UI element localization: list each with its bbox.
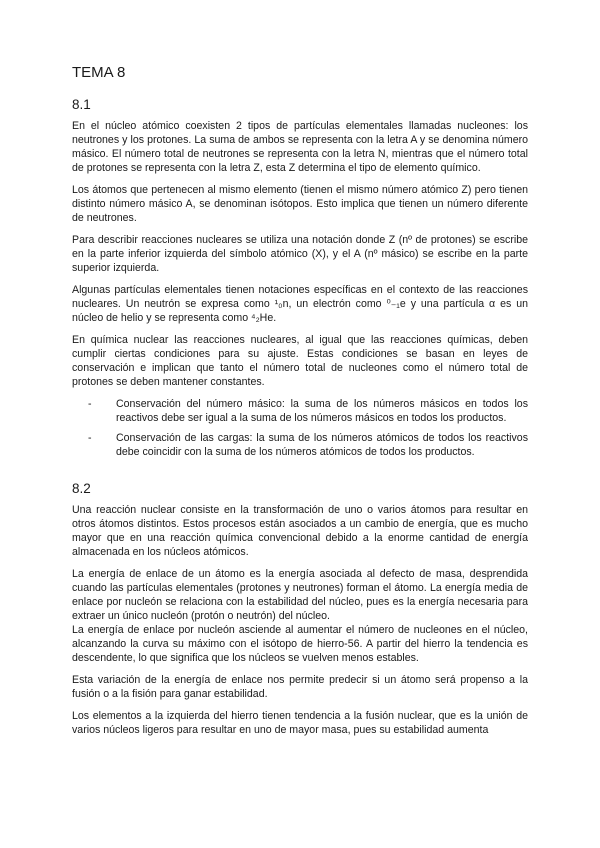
list-item-text: Conservación del número másico: la suma de los números másicos en todos los reactivos debe ser igual a la suma de los números másicos en todos los productos.	[116, 398, 528, 424]
list-marker: -	[88, 398, 92, 410]
paragraph: En química nuclear las reacciones nucleares, al igual que las reacciones químicas, deben cumplir ciertas condiciones para su ajuste. Estas condiciones se basan en leyes de conservación e implican que tanto el número total de nucleones como el número total de protones se deben mantener constantes.	[72, 334, 528, 388]
list-item-text: Conservación de las cargas: la suma de los números atómicos de todos los reactivos debe coincidir con la suma de los números atómicos de todos los productos.	[116, 432, 528, 458]
paragraph: La energía de enlace por nucleón asciende al aumentar el número de nucleones en el núcleo, alcanzando la curva su máximo con el isótopo de hierro-56. A partir del hierro la tendencia es descendente, lo que significa que los núcleos se vuelven menos estables.	[72, 624, 528, 664]
paragraph: Una reacción nuclear consiste en la transformación de uno o varios átomos para resultar en otros átomos distintos. Estos procesos están asociados a un cambio de energía, que es mucho mayor que en una reacción química convencional debido a la enorme cantidad de energía almacenada en los núcleos atómicos.	[72, 504, 528, 558]
paragraph: Esta variación de la energía de enlace nos permite predecir si un átomo será propenso a la fusión o a la fisión para ganar estabilidad.	[72, 674, 528, 700]
list-item	[88, 397, 528, 425]
conservation-list	[72, 397, 528, 459]
paragraph: Para describir reacciones nucleares se utiliza una notación donde Z (nº de protones) se escribe en la parte inferior izquierda del símbolo atómico (X), y el A (nº másico) se escribe en la parte superior izquierda.	[72, 234, 528, 274]
paragraph: La energía de enlace de un átomo es la energía asociada al defecto de masa, desprendida cuando las partículas elementales (protones y neutrones) forman el átomo. La energía media de enlace por nucleón se relaciona con la estabilidad del núcleo, pues es la energía necesaria para extraer un único nucleón (protón o neutrón) del núcleo.	[72, 568, 528, 622]
list-item	[88, 431, 528, 459]
section-heading-8-2: 8.2	[72, 481, 91, 496]
paragraph: En el núcleo atómico coexisten 2 tipos de partículas elementales llamadas nucleones: los neutrones y los protones. La suma de ambos se representa con la letra A y se denomina número másico. El número total de neutrones se representa con la letra N, mientras que el número total de protones se representa con la letra Z, esta Z determina el tipo de elemento químico.	[72, 120, 528, 174]
paragraph: Los átomos que pertenecen al mismo elemento (tienen el mismo número atómico Z) pero tienen distinto número másico A, se denominan isótopos. Esto implica que tienen un número diferente de neutrones.	[72, 184, 528, 224]
document-title: TEMA 8	[72, 64, 126, 81]
section-heading-8-1: 8.1	[72, 97, 91, 112]
paragraph: Los elementos a la izquierda del hierro tienen tendencia a la fusión nuclear, que es la unión de varios núcleos ligeros para resultar en uno de mayor masa, pues su estabilidad aumenta	[72, 710, 528, 736]
list-marker: -	[88, 432, 92, 444]
paragraph: Algunas partículas elementales tienen notaciones específicas en el contexto de las reacciones nucleares. Un neutrón se expresa como ¹₀n, un electrón como ⁰₋₁e y una partícula α es un núcleo de helio y se representa como ⁴₂He.	[72, 284, 528, 324]
